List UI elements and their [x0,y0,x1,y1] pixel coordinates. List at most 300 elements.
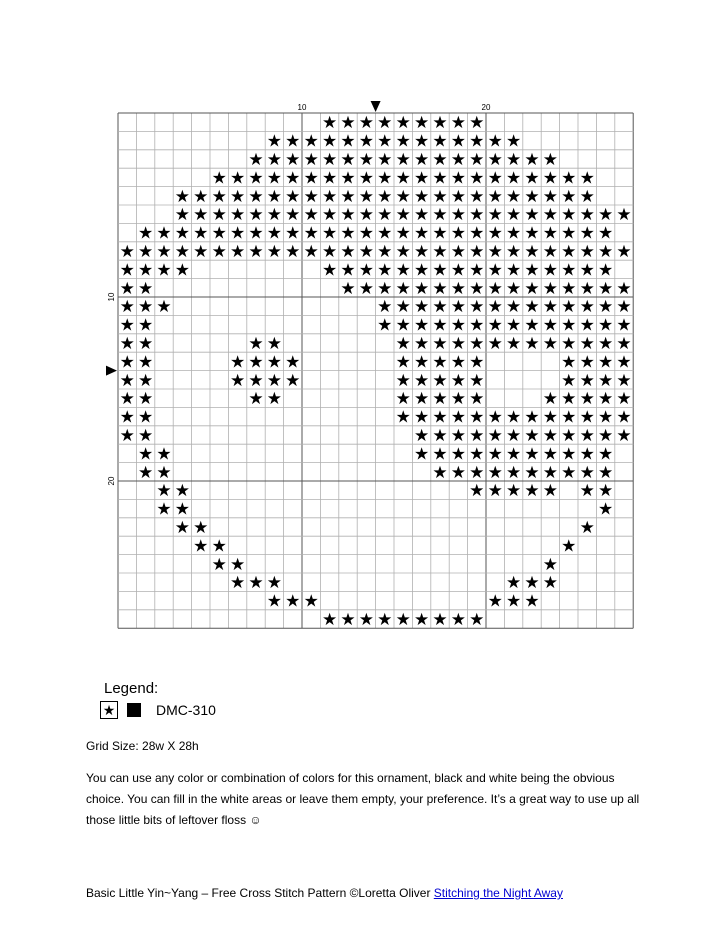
stitch-star: ★ [340,242,356,262]
stitch-star: ★ [597,407,614,428]
stitch-star: ★ [561,426,577,446]
stitch-star: ★ [137,426,154,446]
stitch-star: ★ [561,205,577,226]
stitch-star: ★ [561,536,577,557]
stitch-star: ★ [432,370,448,391]
stitch-star: ★ [358,223,375,244]
stitch-star: ★ [358,260,375,281]
stitch-star: ★ [137,462,154,483]
stitch-star: ★ [597,352,614,373]
stitch-star: ★ [616,426,632,446]
stitch-star: ★ [266,370,283,391]
stitch-star: ★ [450,352,467,373]
stitch-star: ★ [505,591,522,612]
stitch-star: ★ [321,223,338,244]
stitch-star: ★ [524,150,540,170]
stitch-star: ★ [285,223,301,244]
stitch-star: ★ [542,315,559,336]
stitch-star: ★ [469,131,485,152]
stitch-star: ★ [487,278,503,299]
stitch-star: ★ [469,610,485,630]
stitch-star: ★ [358,168,375,189]
stitch-star: ★ [193,205,209,226]
stitch-star: ★ [248,168,264,189]
stitch-star: ★ [450,242,467,262]
stitch-star: ★ [395,223,411,244]
stitch-star: ★ [137,260,154,281]
stitch-star: ★ [597,389,614,410]
stitch-star: ★ [487,150,503,170]
stitch-star: ★ [450,186,467,207]
stitch-star: ★ [119,297,135,318]
stitch-star: ★ [321,205,338,226]
stitch-star: ★ [524,205,540,226]
stitch-star: ★ [156,444,172,465]
stitch-star: ★ [119,370,135,391]
stitch-star: ★ [119,352,135,373]
stitch-star: ★ [395,113,411,134]
stitch-star: ★ [524,242,540,262]
stitch-star: ★ [137,278,154,299]
stitch-star: ★ [524,315,540,336]
stitch-star: ★ [469,389,485,410]
stitch-star: ★ [285,131,301,152]
stitch-star: ★ [266,223,283,244]
stitch-star: ★ [487,591,503,612]
stitch-star: ★ [524,444,540,465]
stitch-star: ★ [432,462,448,483]
stitch-star: ★ [358,242,375,262]
stitch-star: ★ [450,334,467,354]
stitch-star: ★ [450,113,467,134]
stitch-star: ★ [248,150,264,170]
stitch-star: ★ [413,407,430,428]
stitch-star: ★ [542,462,559,483]
stitch-star: ★ [579,370,595,391]
stitch-star: ★ [229,205,246,226]
stitch-star: ★ [597,334,614,354]
stitch-star: ★ [469,223,485,244]
stitch-star: ★ [542,334,559,354]
stitch-star: ★ [229,168,246,189]
stitch-star: ★ [285,591,301,612]
stitch-star: ★ [248,242,264,262]
stitch-star: ★ [597,370,614,391]
stitch-star: ★ [321,260,338,281]
stitch-star: ★ [432,278,448,299]
stitch-star: ★ [137,334,154,354]
stitch-star: ★ [321,113,338,134]
stitch-star: ★ [505,407,522,428]
stitch-star: ★ [597,223,614,244]
stitch-star: ★ [579,223,595,244]
stitch-star: ★ [505,131,522,152]
stitch-star: ★ [248,389,264,410]
stitch-star: ★ [487,481,503,502]
stitch-star: ★ [505,315,522,336]
stitch-star: ★ [119,407,135,428]
stitch-star: ★ [597,205,614,226]
stitch-star: ★ [542,186,559,207]
stitch-star: ★ [266,150,283,170]
stitch-star: ★ [542,407,559,428]
stitch-star: ★ [340,205,356,226]
stitch-star: ★ [266,205,283,226]
stitch-star: ★ [248,186,264,207]
stitch-star: ★ [487,131,503,152]
stitch-star: ★ [174,186,191,207]
stitch-star: ★ [469,426,485,446]
stitch-star: ★ [303,591,319,612]
stitch-star: ★ [524,591,540,612]
stitch-star: ★ [579,352,595,373]
stitch-star: ★ [579,462,595,483]
description-text: You can use any color or combination of colors for this ornament, black and white being the obvious choice. You can fill in the white areas or leave them empty, your preference. It’s a great way to use up all those little bits of leftover floss ☺ [86,771,640,827]
stitch-star: ★ [542,150,559,170]
stitch-star: ★ [156,260,172,281]
stitch-star: ★ [542,297,559,318]
stitch-star: ★ [211,242,227,262]
stitch-star: ★ [579,407,595,428]
stitch-star: ★ [505,573,522,594]
stitch-star: ★ [469,297,485,318]
stitch-star: ★ [377,168,393,189]
center-row-marker-icon [106,366,117,376]
stitch-star: ★ [597,260,614,281]
stitch-star: ★ [597,462,614,483]
stitch-star: ★ [616,278,632,299]
stitch-star: ★ [395,370,411,391]
stitch-star: ★ [248,573,264,594]
stitch-star: ★ [137,389,154,410]
stitch-star: ★ [487,223,503,244]
stitch-star: ★ [340,131,356,152]
stitch-star: ★ [266,186,283,207]
stitch-star: ★ [597,499,614,520]
stitch-star: ★ [211,554,227,575]
stitch-star: ★ [285,150,301,170]
stitch-star: ★ [524,462,540,483]
stitch-star: ★ [487,334,503,354]
stitch-star: ★ [469,407,485,428]
stitch-star: ★ [285,205,301,226]
stitch-star: ★ [579,297,595,318]
stitch-star: ★ [395,407,411,428]
stitch-star: ★ [579,481,595,502]
stitch-star: ★ [450,205,467,226]
stitch-star: ★ [395,260,411,281]
stitch-star: ★ [469,315,485,336]
stitch-star: ★ [561,444,577,465]
stitch-star: ★ [432,205,448,226]
stitch-star: ★ [321,168,338,189]
stitch-star: ★ [229,554,246,575]
stitch-star: ★ [156,297,172,318]
stitch-star: ★ [119,389,135,410]
stitch-star: ★ [229,352,246,373]
stitch-star: ★ [450,315,467,336]
stitch-star: ★ [266,168,283,189]
stitch-star: ★ [469,444,485,465]
stitch-star: ★ [469,334,485,354]
stitch-star: ★ [413,242,430,262]
stitching-night-away-link[interactable]: Stitching the Night Away [433,886,563,900]
stitch-star: ★ [395,315,411,336]
stitch-star: ★ [579,444,595,465]
stitch-star: ★ [450,260,467,281]
stitch-star: ★ [266,131,283,152]
stitch-star: ★ [561,297,577,318]
stitch-star: ★ [616,352,632,373]
stitch-star: ★ [542,260,559,281]
stitch-star: ★ [137,444,154,465]
stitch-star: ★ [432,315,448,336]
stitch-star: ★ [432,389,448,410]
stitch-star: ★ [487,186,503,207]
legend-entry [100,700,216,720]
stitch-star: ★ [377,610,393,630]
stitch-star: ★ [542,223,559,244]
stitch-star: ★ [469,462,485,483]
stitch-star: ★ [561,223,577,244]
stitch-star: ★ [340,113,356,134]
stitch-star: ★ [542,426,559,446]
stitch-star: ★ [174,242,191,262]
stitch-star: ★ [524,426,540,446]
star-symbol-icon: ★ [100,701,118,719]
grid-size-text: Grid Size: 28w X 28h [86,739,199,753]
stitch-star: ★ [579,334,595,354]
stitch-star: ★ [450,444,467,465]
stitch-star: ★ [505,426,522,446]
column-tick-label: 10 [297,103,307,112]
stitch-star: ★ [616,297,632,318]
stitch-star: ★ [432,426,448,446]
stitch-star: ★ [616,315,632,336]
stitch-star: ★ [432,260,448,281]
stitch-star: ★ [248,352,264,373]
stitch-star: ★ [156,242,172,262]
stitch-star: ★ [413,334,430,354]
stitch-star: ★ [377,131,393,152]
stitch-star: ★ [156,223,172,244]
stitch-star: ★ [358,278,375,299]
stitch-star: ★ [193,518,209,538]
stitch-star: ★ [561,315,577,336]
stitch-star: ★ [561,462,577,483]
stitch-star: ★ [487,260,503,281]
stitch-star: ★ [303,223,319,244]
stitch-star: ★ [119,242,135,262]
stitch-star: ★ [487,242,503,262]
stitch-star: ★ [395,186,411,207]
stitch-star: ★ [156,499,172,520]
stitch-star: ★ [211,205,227,226]
stitch-star: ★ [561,352,577,373]
stitch-star: ★ [266,573,283,594]
stitch-star: ★ [542,242,559,262]
stitch-star: ★ [597,242,614,262]
stitch-star: ★ [395,205,411,226]
stitch-star: ★ [266,352,283,373]
stitch-star: ★ [193,223,209,244]
stitch-star: ★ [469,186,485,207]
stitch-star: ★ [413,278,430,299]
stitch-star: ★ [174,518,191,538]
stitch-star: ★ [542,444,559,465]
stitch-star: ★ [137,370,154,391]
stitch-star: ★ [266,242,283,262]
row-tick-label: 10 [107,292,116,302]
footer-text: Basic Little Yin~Yang – Free Cross Stitch Pattern ©Loretta Oliver [86,886,434,900]
stitch-star: ★ [432,297,448,318]
stitch-star: ★ [432,444,448,465]
stitch-star: ★ [174,481,191,502]
stitch-star: ★ [487,407,503,428]
stitch-star: ★ [450,610,467,630]
stitch-star: ★ [561,334,577,354]
stitch-star: ★ [193,186,209,207]
stitch-star: ★ [119,315,135,336]
stitch-star: ★ [413,168,430,189]
stitch-star: ★ [561,168,577,189]
stitch-star: ★ [340,168,356,189]
stitch-star: ★ [469,352,485,373]
stitch-star: ★ [616,389,632,410]
stitch-star: ★ [597,297,614,318]
stitch-star: ★ [579,518,595,538]
stitch-star: ★ [266,389,283,410]
stitch-star: ★ [524,407,540,428]
center-column-marker-icon [371,101,381,112]
stitch-star: ★ [579,278,595,299]
stitch-star: ★ [579,315,595,336]
stitch-star: ★ [377,223,393,244]
stitch-star: ★ [524,573,540,594]
stitch-star: ★ [211,168,227,189]
stitch-star: ★ [469,242,485,262]
stitch-star: ★ [377,278,393,299]
stitch-star: ★ [469,113,485,134]
stitch-star: ★ [413,370,430,391]
stitch-star: ★ [505,186,522,207]
stitch-star: ★ [524,223,540,244]
stitch-star: ★ [137,315,154,336]
stitch-star: ★ [450,370,467,391]
stitch-star: ★ [303,186,319,207]
stitch-star: ★ [432,168,448,189]
stitch-star: ★ [413,131,430,152]
row-tick-label: 20 [107,476,116,486]
stitch-star: ★ [377,205,393,226]
stitch-star: ★ [395,131,411,152]
legend-title: Legend: [104,680,159,697]
stitch-star: ★ [321,131,338,152]
stitch-star: ★ [340,186,356,207]
stitch-star: ★ [432,186,448,207]
stitch-star: ★ [561,278,577,299]
stitch-star: ★ [413,297,430,318]
stitch-star: ★ [579,205,595,226]
stitch-star: ★ [229,242,246,262]
stitch-star: ★ [156,481,172,502]
stitch-star: ★ [413,444,430,465]
stitch-star: ★ [432,334,448,354]
stitch-star: ★ [266,334,283,354]
stitch-star: ★ [119,334,135,354]
stitch-star: ★ [413,426,430,446]
stitch-star: ★ [505,205,522,226]
stitch-star: ★ [413,389,430,410]
stitch-star: ★ [395,334,411,354]
stitch-star: ★ [616,334,632,354]
stitch-star: ★ [137,223,154,244]
stitch-star: ★ [303,150,319,170]
stitch-star: ★ [579,186,595,207]
stitch-star: ★ [413,113,430,134]
stitch-star: ★ [542,205,559,226]
stitch-star: ★ [469,150,485,170]
stitch-star: ★ [487,426,503,446]
stitch-star: ★ [432,610,448,630]
stitch-star: ★ [597,315,614,336]
stitch-star: ★ [561,389,577,410]
stitch-star: ★ [505,260,522,281]
stitch-star: ★ [358,610,375,630]
stitch-star: ★ [524,297,540,318]
stitch-star: ★ [377,260,393,281]
stitch-star: ★ [616,205,632,226]
stitch-star: ★ [303,131,319,152]
stitch-star: ★ [377,150,393,170]
stitch-star: ★ [119,426,135,446]
stitch-star: ★ [487,205,503,226]
stitch-star: ★ [505,481,522,502]
stitch-star: ★ [395,168,411,189]
stitch-star: ★ [450,297,467,318]
stitch-star: ★ [450,426,467,446]
stitch-star: ★ [395,242,411,262]
stitch-star: ★ [285,242,301,262]
stitch-star: ★ [413,150,430,170]
stitch-star: ★ [211,186,227,207]
stitch-star: ★ [340,610,356,630]
stitch-star: ★ [432,352,448,373]
stitch-star: ★ [395,150,411,170]
stitch-star: ★ [469,168,485,189]
stitch-star: ★ [450,131,467,152]
stitch-star: ★ [413,352,430,373]
stitch-star: ★ [413,610,430,630]
stitch-star: ★ [579,389,595,410]
stitch-star: ★ [561,186,577,207]
stitch-star: ★ [377,113,393,134]
stitch-star: ★ [229,186,246,207]
stitch-star: ★ [358,150,375,170]
stitch-star: ★ [395,610,411,630]
stitch-star: ★ [469,370,485,391]
legend-color-code: DMC-310 [156,702,216,718]
stitch-star: ★ [137,407,154,428]
stitch-star: ★ [413,205,430,226]
stitch-star: ★ [137,297,154,318]
stitch-star: ★ [432,242,448,262]
stitch-star: ★ [156,462,172,483]
stitch-star: ★ [561,407,577,428]
stitch-star: ★ [377,242,393,262]
stitch-star: ★ [450,278,467,299]
stitch-star: ★ [616,370,632,391]
